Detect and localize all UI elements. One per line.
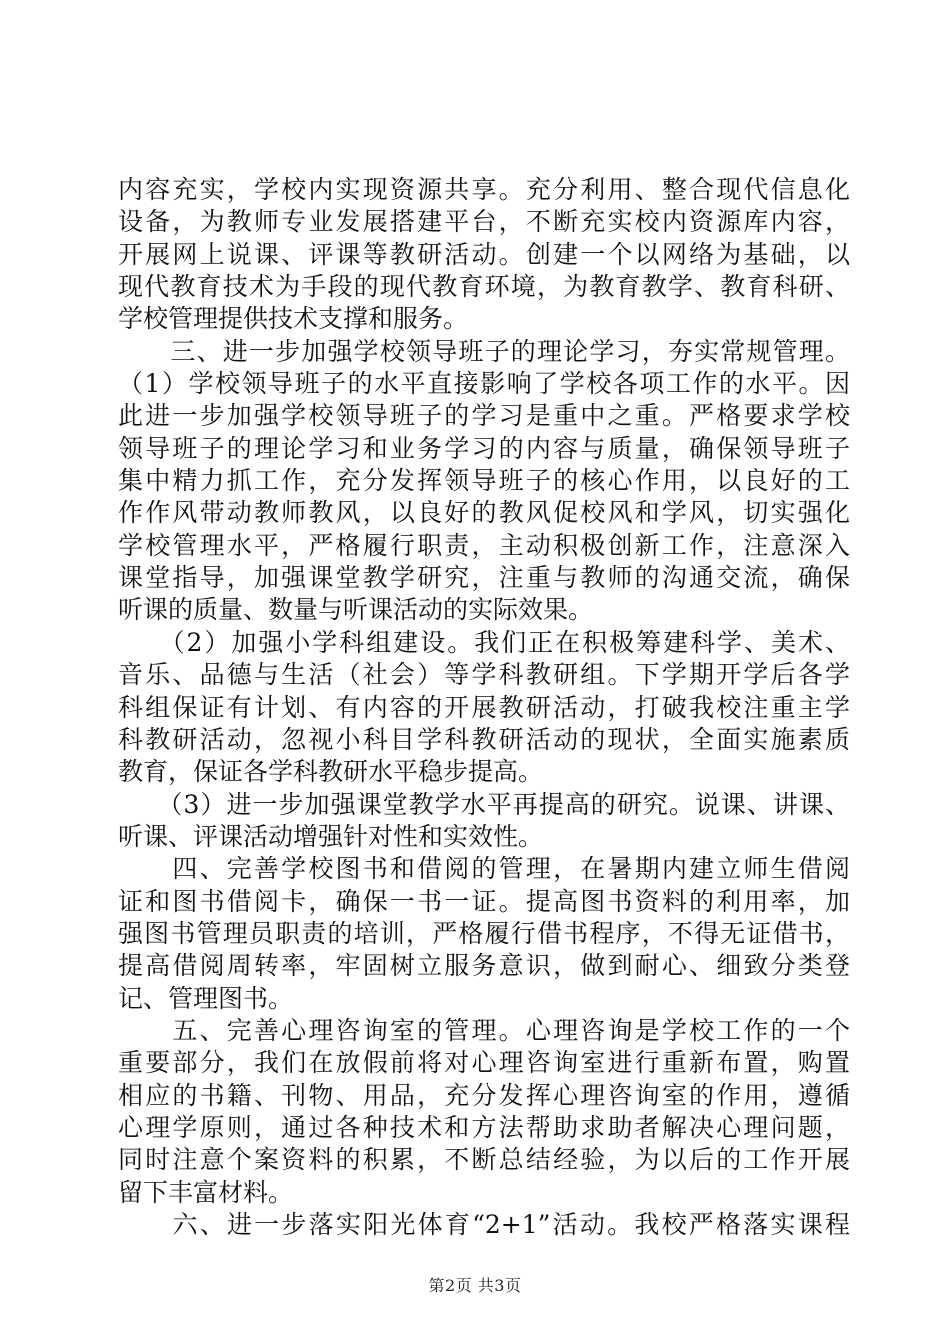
text-line: 相应的书籍、刊物、用品，充分发挥心理咨询室的作用，遵循 <box>118 1080 850 1110</box>
text-line: 集中精力抓工作，充分发挥领导班子的核心作用，以良好的工 <box>118 466 850 496</box>
text-line: 证和图书借阅卡，确保一书一证。提高图书资料的利用率，加 <box>118 886 850 916</box>
text-line: 领导班子的理论学习和业务学习的内容与质量，确保领导班子 <box>118 433 850 463</box>
text-line: （2）加强小学科组建设。我们正在积极筹建科学、美术、 <box>118 627 850 657</box>
text-line: 强图书管理员职责的培训，严格履行借书程序，不得无证借书， <box>118 918 850 948</box>
text-line: 内容充实，学校内实现资源共享。充分利用、整合现代信息化 <box>118 175 850 204</box>
text-line: 四、完善学校图书和借阅的管理，在暑期内建立师生借阅 <box>118 854 850 884</box>
text-line: 六、进一步落实阳光体育“2+1”活动。我校严格落实课程 <box>118 1210 850 1239</box>
text-line: 设备，为教师专业发展搭建平台，不断充实校内资源库内容， <box>118 207 850 237</box>
text-line: 记、管理图书。 <box>118 983 294 1013</box>
text-line: 科组保证有计划、有内容的开展教研活动，打破我校注重主学 <box>118 692 850 722</box>
text-line: 现代教育技术为手段的现代教育环境，为教育教学、教育科研、 <box>118 272 850 302</box>
text-line: 心理学原则，通过各种技术和方法帮助求助者解决心理问题， <box>118 1112 850 1142</box>
text-line: 学校管理水平，严格履行职责，主动积极创新工作，注意深入 <box>118 530 850 560</box>
text-line: 五、完善心理咨询室的管理。心理咨询是学校工作的一个 <box>118 1015 850 1045</box>
text-line: 作作风带动教师教风，以良好的教风促校风和学风，切实强化 <box>118 498 850 528</box>
body-text <box>118 174 850 1241</box>
text-line: 课堂指导，加强课堂教学研究，注重与教师的沟通交流，确保 <box>118 563 850 593</box>
text-line: 提高借阅周转率，牢固树立服务意识，做到耐心、细致分类登 <box>118 951 850 981</box>
text-line: 音乐、品德与生活（社会）等学科教研组。下学期开学后各学 <box>118 660 850 690</box>
text-line: 开展网上说课、评课等教研活动。创建一个以网络为基础，以 <box>118 239 850 269</box>
text-line: 同时注意个案资料的积累，不断总结经验，为以后的工作开展 <box>118 1145 850 1175</box>
text-line: 留下丰富材料。 <box>118 1177 294 1207</box>
text-line: 学校管理提供技术支撑和服务。 <box>118 304 469 334</box>
text-line: （1）学校领导班子的水平直接影响了学校各项工作的水平。因 <box>118 369 850 399</box>
text-line: 三、进一步加强学校领导班子的理论学习，夯实常规管理。 <box>118 336 850 366</box>
text-line: 教育，保证各学科教研水平稳步提高。 <box>118 757 544 787</box>
text-line: 听课的质量、数量与听课活动的实际效果。 <box>118 595 594 625</box>
text-line: 此进一步加强学校领导班子的学习是重中之重。严格要求学校 <box>118 401 850 431</box>
page-footer: 第2页 共3页 <box>428 1276 522 1295</box>
text-line: 科教研活动，忽视小科目学科教研活动的现状，全面实施素质 <box>118 724 850 754</box>
text-line: 听课、评课活动增强针对性和实效性。 <box>118 821 544 851</box>
text-line: （3）进一步加强课堂教学水平再提高的研究。说课、讲课、 <box>118 789 850 819</box>
text-line: 重要部分，我们在放假前将对心理咨询室进行重新布置，购置 <box>118 1048 850 1078</box>
